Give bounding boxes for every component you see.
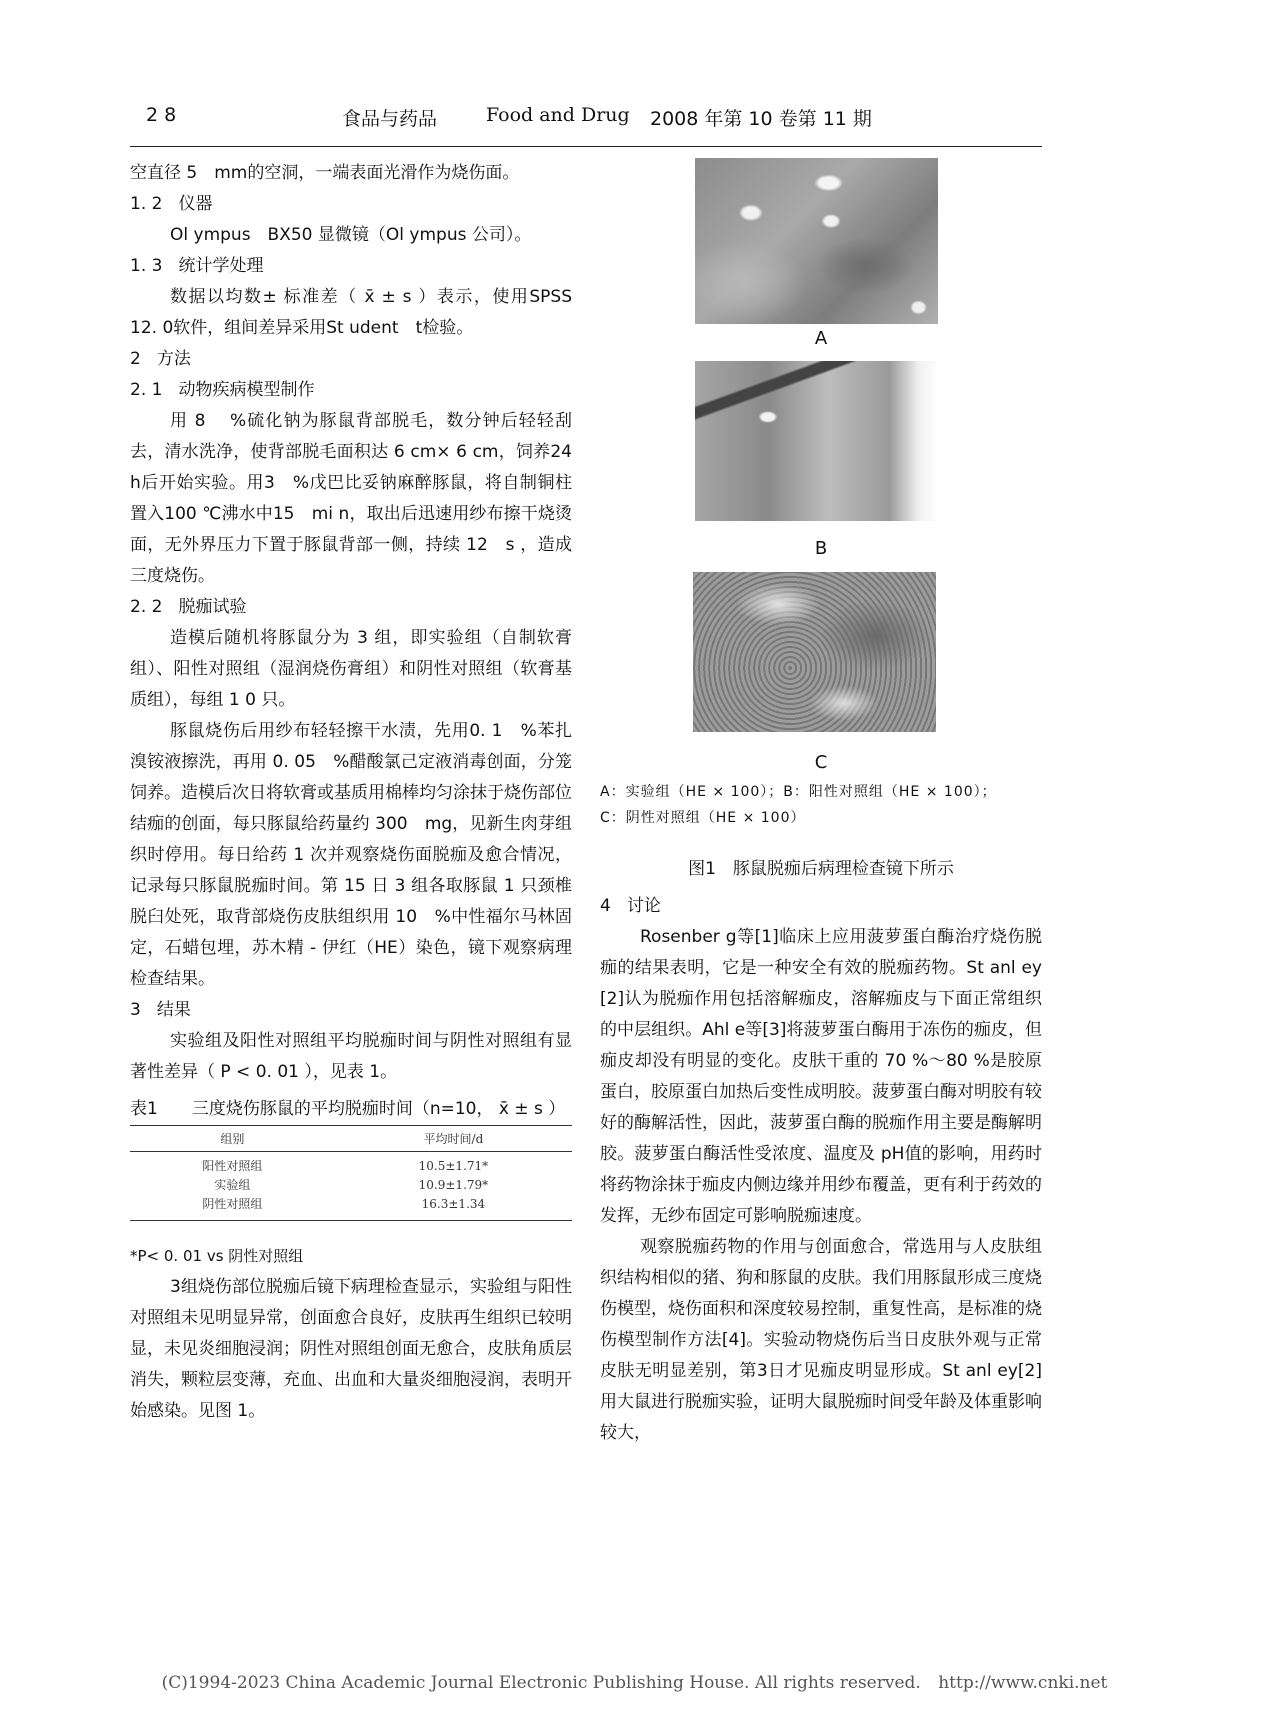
paragraph: Ol ympus BX50 显微镜（Ol ympus 公司）。 bbox=[170, 225, 532, 245]
table-header-row bbox=[130, 1126, 572, 1152]
table-row bbox=[130, 1195, 572, 1221]
section-number: 1. 2 bbox=[130, 194, 163, 214]
section-title: 仪器 bbox=[178, 194, 213, 214]
paragraph: 空直径 5 mm的空洞，一端表面光滑作为烧伤面。 bbox=[130, 163, 520, 183]
left-column bbox=[130, 158, 589, 1427]
table-cell: 10.9±1.79* bbox=[418, 1178, 489, 1192]
paragraph: 用 8 %硫化钠为豚鼠背部脱毛，数分钟后轻轻刮去，清水洗净，使背部脱毛面积达 6 cm× 6 cm，饲养24 h后开始实验。用3 %戊巴比妥钠麻醉豚鼠，将自制铜柱置入100 ℃沸水中15 mi n，取出后迅速用纱布擦干烧烫面，无外界压力下置于豚鼠背部一侧，持续 12 s ，造成三度烧伤。 bbox=[130, 411, 589, 586]
figure-caption: 图1 豚鼠脱痂后病理检查镜下所示 bbox=[688, 859, 954, 879]
figure-note: A：实验组（HE × 100）；B：阳性对照组（HE × 100）； bbox=[600, 784, 997, 800]
journal-issue: 2008 年第 10 卷第 11 期 bbox=[650, 108, 872, 130]
table-row bbox=[130, 1176, 572, 1195]
micrograph-c-image bbox=[693, 572, 936, 732]
section-heading bbox=[130, 375, 572, 406]
section-number: 2 bbox=[130, 349, 141, 369]
results-table bbox=[130, 1125, 572, 1221]
section-number: 1. 3 bbox=[130, 256, 163, 276]
paragraph: 实验组及阳性对照组平均脱痂时间与阴性对照组有显著性差异（ P < 0. 01 ），见表 1。 bbox=[130, 1031, 572, 1082]
section-title: 脱痂试验 bbox=[178, 597, 247, 617]
figure-label-b: B bbox=[814, 538, 828, 559]
section-heading bbox=[130, 251, 572, 282]
section-heading bbox=[600, 891, 1042, 922]
micrograph-a-image bbox=[695, 158, 938, 324]
paragraph: 数据以均数± 标准差（ x̄ ± s ）表示，使用SPSS 12. 0软件，组间差异采用St udent t检验。 bbox=[130, 287, 572, 338]
table-cell: 阴性对照组 bbox=[202, 1197, 263, 1211]
table-cell: 实验组 bbox=[214, 1178, 251, 1192]
table-row bbox=[130, 1152, 572, 1177]
footer bbox=[0, 1673, 1269, 1693]
micrograph-b-image bbox=[695, 361, 938, 521]
table-cell: 阳性对照组 bbox=[202, 1159, 263, 1173]
footer-copyright: (C)1994-2023 China Academic Journal Electronic Publishing House. All rights reserved. bbox=[161, 1673, 921, 1693]
section-number: 2. 1 bbox=[130, 380, 163, 400]
paragraph: 观察脱痂药物的作用与创面愈合，常选用与人皮肤组织结构相似的猪、狗和豚鼠的皮肤。我们用豚鼠形成三度烧伤模型，烧伤面积和深度较易控制，重复性高，是标准的烧伤模型制作方法[4]。实验动物烧伤后当日皮肤外观与正常皮肤无明显差别，第3日才见痂皮明显形成。St anl ey[2]用大鼠进行脱痂实验，证明大鼠脱痂时间受年龄及体重影响较大， bbox=[600, 1237, 1042, 1443]
footer-url[interactable]: http://www.cnki.net bbox=[938, 1673, 1108, 1693]
paragraph: 造模后随机将豚鼠分为 3 组，即实验组（自制软膏组）、阳性对照组（湿润烧伤膏组）和阴性对照组（软膏基质组），每组 1 0 只。 bbox=[130, 628, 572, 710]
table-note: *P< 0. 01 vs 阴性对照组 bbox=[130, 1247, 304, 1265]
paragraph: Rosenber g等[1]临床上应用菠萝蛋白酶治疗烧伤脱痂的结果表明，它是一种安全有效的脱痂药物。St anl ey [2]认为脱痂作用包括溶解痂皮，溶解痂皮与下面正常组织的中层组织。Ahl e等[3]将菠萝蛋白酶用于冻伤的痂皮，但痂皮却没有明显的变化。皮肤干重的 70 %～80 %是胶原蛋白，胶原蛋白加热后变性成明胶。菠萝蛋白酶对明胶有较好的酶解活性，因此，菠萝蛋白酶的脱痂作用主要是酶解明胶。菠萝蛋白酶活性受浓度、温度及 pH值的影响，用药时将药物涂抹于痂皮内侧边缘并用纱布覆盖，更有利于药效的发挥，无纱布固定可影响脱痂速度。 bbox=[600, 927, 1042, 1226]
header-rule bbox=[130, 146, 1042, 147]
section-title: 结果 bbox=[156, 1000, 191, 1020]
section-title: 动物疾病模型制作 bbox=[178, 380, 315, 400]
section-title: 讨论 bbox=[626, 896, 661, 916]
page-header bbox=[130, 104, 1040, 142]
section-heading bbox=[130, 592, 572, 623]
table-header-cell: 平均时间/d bbox=[423, 1132, 484, 1146]
figure-1 bbox=[600, 158, 1042, 848]
table-header-cell: 组别 bbox=[220, 1132, 245, 1146]
section-title: 统计学处理 bbox=[178, 256, 264, 276]
section-heading bbox=[130, 189, 572, 220]
table-cell: 16.3±1.34 bbox=[421, 1197, 486, 1211]
figure-label-a: A bbox=[814, 328, 828, 349]
table-title: 表1 三度烧伤豚鼠的平均脱痂时间（n=10， x̄ ± s ） bbox=[130, 1099, 566, 1119]
paragraph: 豚鼠烧伤后用纱布轻轻擦干水渍，先用0. 1 %苯扎溴铵液擦洗，再用 0. 05 %醋酸氯己定液消毒创面，分笼饲养。造模后次日将软膏或基质用棉棒均匀涂抹于烧伤部位结痂的创面，每只豚鼠给药量约 300 mg，见新生肉芽组织时停用。每日给药 1 次并观察烧伤面脱痂及愈合情况，记录每只豚鼠脱痂时间。第 15 日 3 组各取豚鼠 1 只颈椎脱臼处死，取背部烧伤皮肤组织用 10 %中性福尔马林固定，石蜡包埋，苏木精 - 伊红（HE）染色，镜下观察病理检查结果。 bbox=[130, 721, 572, 989]
page-number: 2 8 bbox=[146, 104, 177, 126]
figure-label-c: C bbox=[814, 752, 828, 773]
section-heading bbox=[130, 344, 572, 375]
section-title: 方法 bbox=[156, 349, 191, 369]
section-number: 2. 2 bbox=[130, 597, 163, 617]
table-cell: 10.5±1.71* bbox=[418, 1159, 489, 1173]
figure-note: C：阴性对照组（HE × 100） bbox=[600, 810, 806, 826]
section-number: 4 bbox=[600, 896, 611, 916]
right-column bbox=[600, 158, 1042, 1449]
section-number: 3 bbox=[130, 1000, 141, 1020]
section-heading bbox=[130, 995, 572, 1026]
journal-title-en: Food and Drug bbox=[486, 104, 630, 126]
paragraph: 3组烧伤部位脱痂后镜下病理检查显示，实验组与阳性对照组未见明显异常，创面愈合良好，皮肤再生组织已较明显，未见炎细胞浸润；阴性对照组创面无愈合，皮肤角质层消失，颗粒层变薄，充血、出血和大量炎细胞浸润，表明开始感染。见图 1。 bbox=[130, 1277, 572, 1421]
journal-title-cn: 食品与药品 bbox=[342, 108, 438, 130]
